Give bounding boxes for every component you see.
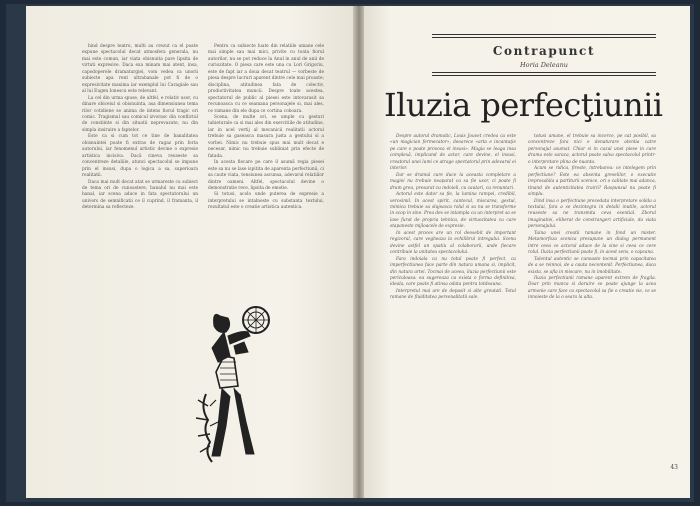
paragraph: Este ca si cum tot ce tine de banalitatea obisnuintei poate fi extras de ragaz prin forta autorului, iar fenomenul artistic devine o expresie artistica incisiva. Dacă cineva reuseste sa concentreze detaliile, atunci spectacolul se impune prin el insusi, dupa o logica a sa, superioara realitatii. [82,134,198,179]
paragraph: In acest proces are un rol deosebit de important regizorul, care vegheaza la echilibrul intregului. Scena devine astfel un spatiu al colaborarii, unde fiecare contribuie la unitatea spectacolului. [390,230,516,256]
left-column-2 [208,44,324,212]
paragraph: bind despre teatru, multi au crezut ca el poate expune spectacolul decat atmosfera generala, nu mai este comun, iar viata obisnuita pare lipsita de virtuti expresive. Daca exa minam mai atent, insa, capodoperele dramaturgiei, vom vedea ca unorii subiecte apa rent ultrabanale pot fi de o expresivitate maxima iar exemplul lui Caragiale sau al lui Eugen Ionescu este relevant. [82,44,198,95]
paragraph: Dind insa o perfectiune precedata interpretare solida a textului, fara a se dezintegra in detalii inutile, actorul reuseste sa ne transmita ceva esential. Zborul imaginatiei, eliberat de constrangeri artificiale, da viata personajului. [528,198,656,230]
right-column-2 [528,134,656,302]
paragraph: Acum se ridica, fireste, intrebarea: ce intelegem prin perfectiune? Este ea absenta greselilor, o executie ireprosabila a partiturii scenice, ori o calitate mai adanca, tinand de autenticitatea trairii? Raspunsul nu poate fi simplu. [528,166,656,198]
paragraph: Despre autorul dramatic, Louis Jouvet credea ca este «un magician fermecator», deoarece «arta e incantaţie pe care o poate provoca el insusi». Magia se leaga insa complexă, implicand de actor, care devine, el insusi, creatorul unei lumi ce atrage spectatorul prin adevarul ei interior. [390,134,516,172]
rubric-header [432,34,656,76]
page-number: 43 [670,464,678,471]
right-page [364,6,690,498]
paragraph: Actorul este dator sa fie, la lumina rampei, credibil, verosimil. In acest spirit, cantecul, miscarea, gestul, mimica trebuie sa slujeasca rolul si sa nu se transforme in scop in sine. Prea des se intampla ca un interpret sa se lase furat de propria tehnica, de virtuozitatea cu care stapaneste mijloacele de expresie. [390,192,516,230]
paragraph: La cel din urma spuse, de altfel, e relativ usor, cu dinare obiceiul si obisnuinta, asa dimensiunea tema rilor cotidiene se anima de intens fiorul tragic ori comic. Tragismul sau comicul izvorasc din conflictul de constiinte si din situatii neprevazute, nu din simpla insiruire a faptelor. [82,95,198,133]
left-page [26,6,354,498]
paragraph: totusi umane, el trebuie sa incerce, pe cat posibil, sa concentreze fara nici o denaturare atentia catre personajul asumat. Chiar si in cazul unei piese in care drama este saraca, actorul poate salva spectacolul printr-o interpretare plina de nuanta. [528,134,656,165]
paragraph: Dar se dramul care duce la aceasta completare a magiei nu trebuie neaparat ca sa fie usor, ci poate fi drum greu, presarat cu indoieli, cu cautari, cu renuntari. [390,172,516,191]
paragraph: Scena, de multe ori, se umple cu gesturi tabieturale ca si mai ales din exercitiile de atitudine, iar in acel vertij al mecanicii realitatii actorul trebuie sa gaseasca masura justa a gestului si a vorbei. Nimic nu trebuie spus mai mult decat e necesar, nimic nu trebuie subliniat prin efecte de fatada. [208,114,324,159]
paragraph: Interpretul mai are de depasit si alte greutati. Totul ramane de fluiditatea personalitatii sale. [390,288,516,301]
paragraph: Fara indoiala ca nu totul poate fi perfect, ca imperfectiunea face parte din natura umana si, implicit, din natura artei. Tocmai de aceea, iluzia perfectiunii este periculoasa: ea sugereaza ca exista o forma definitiva, ideala, care poate fi atinsa odata pentru totdeauna. [390,256,516,288]
paragraph: Taina unei creatii ramane in fond un mister. Metamorfoza scenica presupune un dialog permanent intre ceea ce actorul aduce de la sine si ceea ce cere rolul. Iluzia perfectiunii poate fi, in acest sens, o capcana. [528,230,656,256]
paragraph: In acesta fiecare pe care il asumă regia piesei este sa nu se lase ispitita de aparenta perfectiunii, ci sa caute viata, tensiunea ascunsa, adevarul relatiilor dintre oameni. Altfel, spectacolul devine o demonstratie rece, lipsita de emotie. [208,160,324,191]
rubric-title: Contrapunct [492,44,596,58]
paragraph: Si totusi, acolo unde puterea de expresie a interpretului se intalneste cu substanta textului, rezultatul este o creatie artistica autentica. [208,192,324,211]
paragraph: Talentul autentic se cunoaste tocmai prin capacitatea de a se reinnoi, de a cauta necontenit. Perfectiunea, daca exista, se afla in miscare, nu in imobilitate. [528,256,656,275]
woodcut-figure-illustration [190,296,290,466]
author-name: Horia Deleanu [520,61,568,69]
right-column-1 [390,134,516,302]
paragraph: Iluzia perfectiunii ramane aparent extrem de fragila. Doar prin munca si daruire se poate ajunge la acea armonie care face ca spectacolul sa fie o creatie vie, ce se innoieste de la o seara la alta. [528,275,656,301]
paragraph: Daca mai mult decat atat se urmareste cu subiect de tema ori de cunoastere, banalul nu mai este banal, iar scena aduce in fata spectatorului un univers de semnificatii ce il cuprind, il framanta, il determina sa reflecteze. [82,179,198,211]
paragraph: Pentru ca subiecte luate din relatiile umane cele mai simple sau mai mici, privite cu toata fiorul autorilor, nu se pot reduce la Anul in anul de anii de curiozitate. O piesa care este una cu Lori Grigoriu, este de fapt iar a doua decat teatrul — vorbeste de piesa despre lucruri aparent dintre cele mai proaste; disciplina, atitudinea fata de colectiv, productivitatea muncii. Despre toate acestea, spectatorul de public al piesei este intovarasit sa recunoasca cu ce seamana personajele si, mai ales, ce ramane din ele dupa ce cortina coboara. [208,44,324,114]
book-spread [6,4,694,502]
article-title: Iluzia perfecţiunii [384,86,663,124]
left-column-1 [82,44,198,212]
